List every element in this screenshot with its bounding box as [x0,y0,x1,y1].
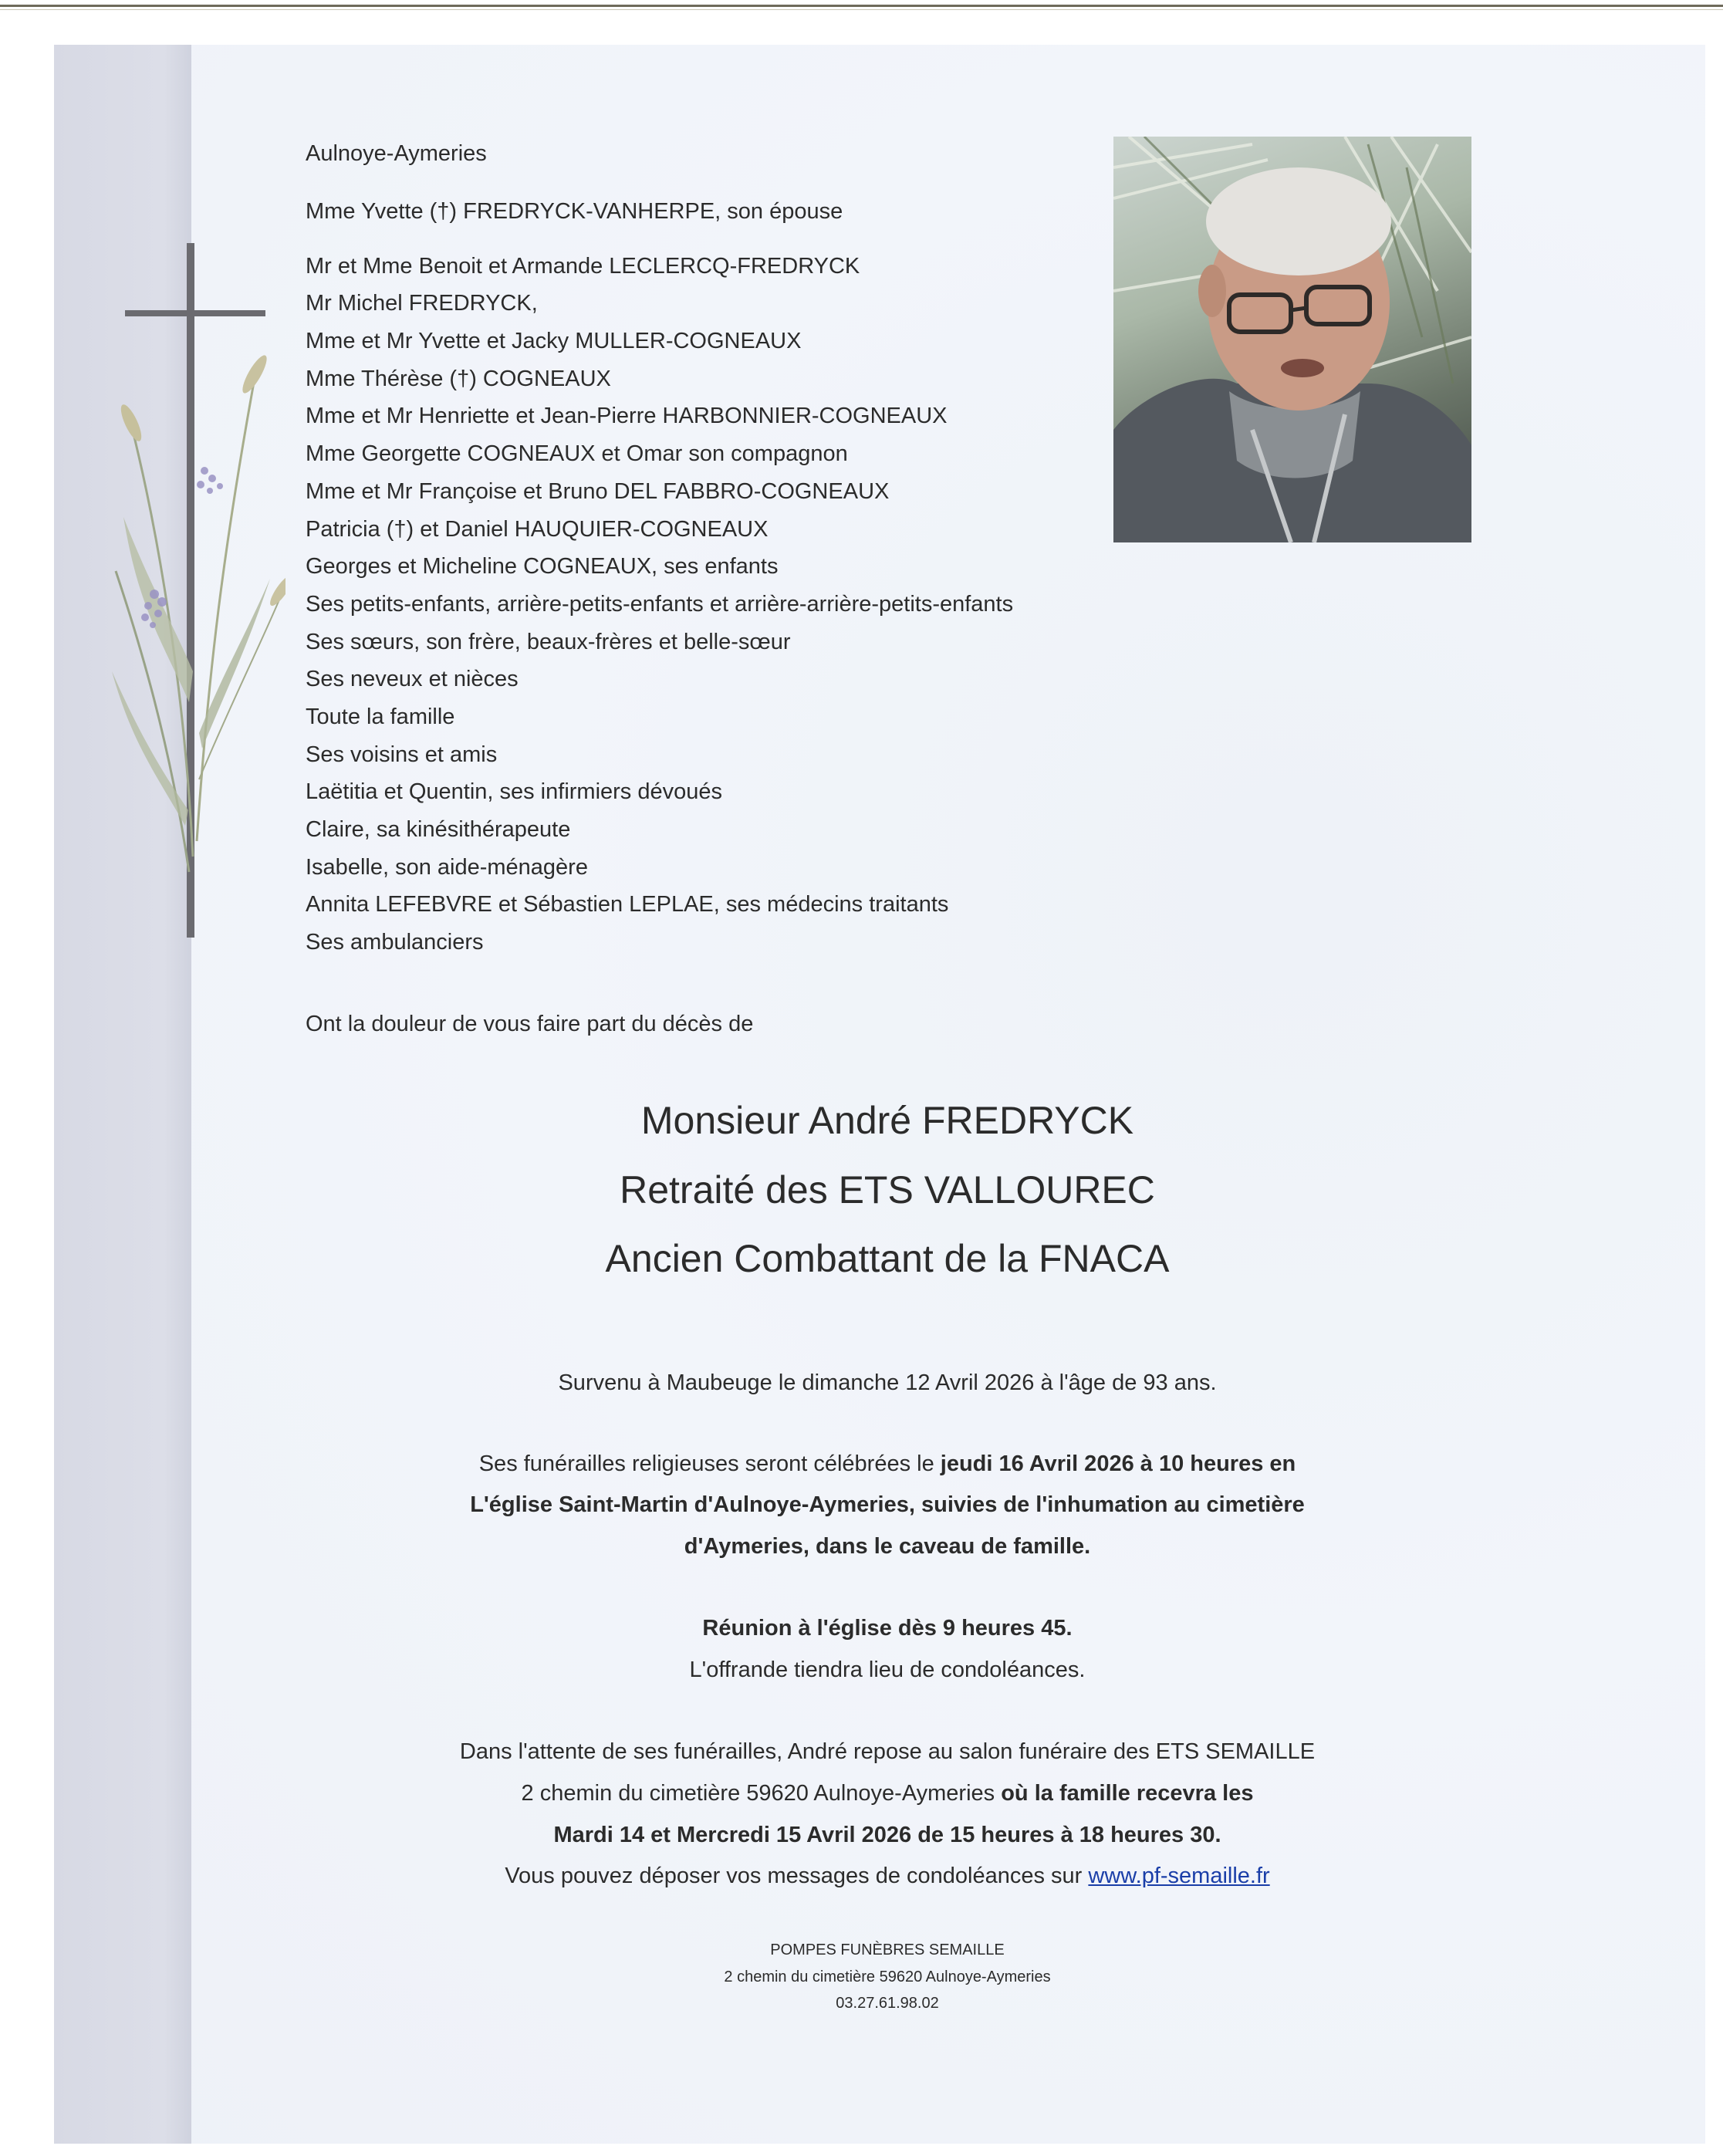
family-line: Patricia (†) et Daniel HAUQUIER-COGNEAUX [306,516,769,542]
death-notice: Survenu à Maubeuge le dimanche 12 Avril 2026 à l'âge de 93 ans. [558,1370,1217,1395]
visit-line-3: Mardi 14 et Mercredi 15 Avril 2026 de 15 heures à 18 heures 30. [553,1823,1221,1847]
top-border-line [0,5,1723,7]
family-line: Mme et Mr Henriette et Jean-Pierre HARBONNIER-COGNEAUX [306,404,948,429]
offering-line: L'offrande tiendra lieu de condoléances. [689,1658,1086,1682]
funeral-date: jeudi 16 Avril 2026 à 10 heures en [940,1451,1296,1476]
salon-address: 2 chemin du cimetière 59620 Aulnoye-Aymeries [521,1781,1002,1806]
funeral-text: Ses funérailles religieuses seront célébrées le [478,1451,941,1476]
family-line: Mme Thérèse (†) COGNEAUX [306,366,611,391]
family-line: Ses sœurs, son frère, beaux-frères et belle-sœur [306,629,791,654]
family-line: Laëtitia et Quentin, ses infirmiers dévoués [306,779,722,805]
visit-line-2 [231,1783,1543,1805]
top-border-line-thin [0,9,1723,10]
family-line: Ses voisins et amis [306,742,498,767]
visit-line-4 [231,1865,1543,1887]
deceased-occupation: Retraité des ETS VALLOUREC [620,1168,1155,1211]
family-line: Toute la famille [306,704,455,729]
spouse-line: Mme Yvette (†) FREDRYCK-VANHERPE, son épouse [306,199,843,224]
family-line: Georges et Micheline COGNEAUX, ses enfants [306,554,779,580]
family-list [306,201,1013,969]
condolence-text: Vous pouvez déposer vos messages de condoléances sur [505,1864,1089,1888]
funeral-line-3: d'Aymeries, dans le caveau de famille. [684,1534,1091,1559]
family-line: Mme et Mr Yvette et Jacky MULLER-COGNEAUX [306,329,802,354]
announcement-intro: Ont la douleur de vous faire part du décès de [306,1012,754,1036]
family-line: Mme Georgette COGNEAUX et Omar son compagnon [306,441,848,467]
portrait-photo [1113,137,1471,542]
deceased-name: Monsieur André FREDRYCK [640,1099,1134,1142]
family-line: Mme et Mr Françoise et Bruno DEL FABBRO-COGNEAUX [306,478,890,504]
footer-company: POMPES FUNÈBRES SEMAILLE [770,1941,1005,1958]
deceased-veteran: Ancien Combattant de la FNACA [605,1237,1170,1280]
family-line: Claire, sa kinésithérapeute [306,817,571,842]
family-line: Annita LEFEBVRE et Sébastien LEPLAE, ses médecins traitants [306,892,949,917]
footer-address: 2 chemin du cimetière 59620 Aulnoye-Aymeries [724,1968,1051,1985]
family-line: Mr et Mme Benoit et Armande LECLERCQ-FREDRYCK [306,253,860,279]
family-line: Ses ambulanciers [306,930,484,955]
meeting-line: Réunion à l'église dès 9 heures 45. [702,1616,1073,1641]
family-line: Ses petits-enfants, arrière-petits-enfants et arrière-arrière-petits-enfants [306,591,1014,617]
cross-with-wheat-icon [108,239,285,941]
family-receiving: où la famille recevra les [1001,1781,1254,1806]
funeral-line-1 [231,1453,1543,1475]
city-name: Aulnoye-Aymeries [306,141,487,166]
funeral-line-2: L'église Saint-Martin d'Aulnoye-Aymeries, suivies de l'inhumation au cimetière [470,1492,1305,1517]
family-line: Mr Michel FREDRYCK, [306,291,538,316]
family-line: Isabelle, son aide-ménagère [306,854,588,880]
website-link[interactable]: www.pf-semaille.fr [1088,1864,1270,1888]
visit-line-1: Dans l'attente de ses funérailles, André repose au salon funéraire des ETS SEMAILLE [459,1739,1316,1764]
footer-phone: 03.27.61.98.02 [836,1995,939,2012]
family-line: Ses neveux et nièces [306,667,519,692]
